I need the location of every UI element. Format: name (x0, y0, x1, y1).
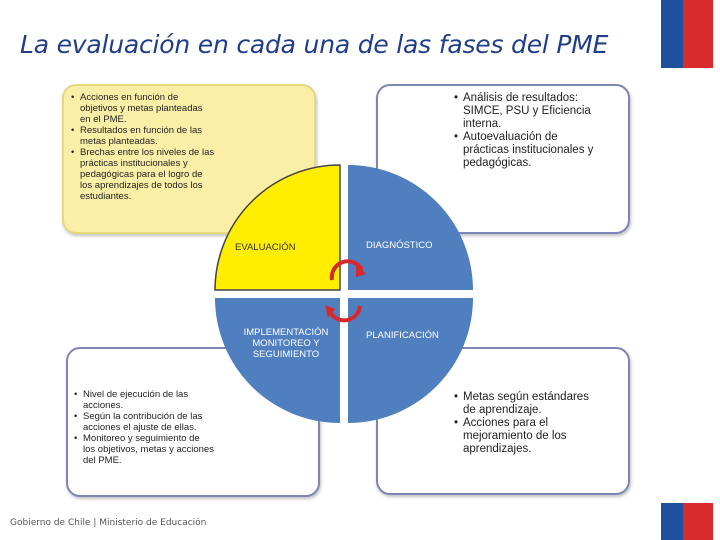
list-item: • Autoevaluación de prácticas institucionales y pedagógicas. (454, 131, 624, 170)
list-item: • Análisis de resultados: SIMCE, PSU y Eficiencia interna. (454, 92, 624, 131)
list-item: • Metas según estándares de aprendizaje. (454, 391, 624, 417)
label-diagnostico: DIAGNÓSTICO (366, 240, 433, 251)
cycle-circle (60, 80, 630, 500)
list-item: • Acciones en función de objetivos y metas planteadas en el PME. (71, 92, 241, 125)
label-planificacion: PLANIFICACIÓN (366, 330, 439, 341)
label-implementacion: IMPLEMENTACIÓN MONITOREO Y SEGUIMIENTO (243, 327, 329, 360)
page-title: La evaluación en cada una de las fases del PME (20, 30, 609, 59)
quadrant-diagnostico (348, 165, 473, 290)
quadrant-evaluacion (215, 165, 340, 290)
quadrant-planificacion (348, 298, 473, 423)
list-item: • Brechas entre los niveles de las prácticas institucionales y pedagógicas para el logro de los aprendizajes de todos los estudiantes. (71, 147, 241, 202)
label-evaluacion: EVALUACIÓN (235, 242, 296, 253)
list-item: • Acciones para el mejoramiento de los aprendizajes. (454, 417, 624, 456)
pme-cycle-diagram (60, 80, 630, 500)
footer-text: Gobierno de Chile | Ministerio de Educación (10, 518, 207, 528)
list-item: • Según la contribución de las acciones el ajuste de ellas. (74, 411, 244, 433)
list-item: • Monitoreo y seguimiento de los objetivos, metas y acciones del PME. (74, 433, 244, 466)
quadrant-implementacion (215, 298, 340, 423)
flag-logo-bottom (661, 503, 713, 540)
flag-logo-top (661, 0, 713, 68)
list-item: • Resultados en función de las metas planteadas. (71, 125, 241, 147)
list-item: • Nivel de ejecución de las acciones. (74, 389, 244, 411)
